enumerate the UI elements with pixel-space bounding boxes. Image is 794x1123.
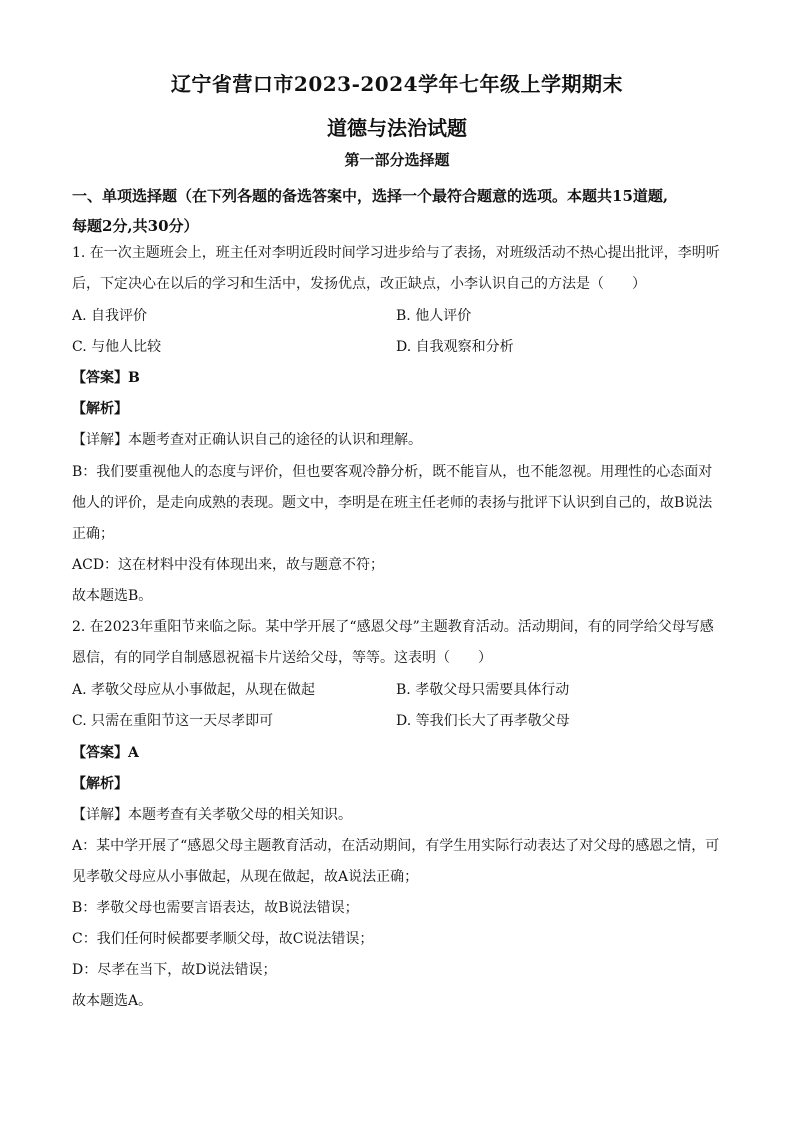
q2-explanation-a-line1: A：某中学开展了“感恩父母主题教育活动，在活动期间，有学生用实际行动表达了对父母的感恩之情，可 (72, 838, 720, 854)
q2-stem-line1: 2. 在2023年重阳节来临之际。某中学开展了“感恩父母”主题教育活动。活动期间，有的同学给父母写感 (72, 619, 714, 635)
q1-explanation-b-line1: B：我们要重视他人的态度与评价，但也要客观冷静分析，既不能盲从，也不能忽视。用理性的心态面对 (72, 464, 713, 480)
q1-analysis-label: 【解析】 (72, 401, 128, 417)
section-heading (72, 181, 722, 241)
section-heading-line2: 每题2分,共30分） (72, 217, 199, 235)
q1-option-b: B. 他人评价 (396, 308, 472, 324)
q1-stem-line2: 后，下定决心在以后的学习和生活中，发扬优点，改正缺点，小李认识自己的方法是（ ） (72, 276, 646, 292)
q1-detail: 【详解】本题考查对正确认识自己的途径的认识和理解。 (72, 432, 422, 448)
section-heading-line1: 一、单项选择题（在下列各题的备选答案中，选择一个最符合题意的选项。本题共15道题, (72, 187, 669, 205)
q1-explanation-b-line2: 他人的评价，是走向成熟的表现。题文中，李明是在班主任老师的表扬与批评下认识到自己的，故B说法 (72, 495, 713, 511)
q2-detail: 【详解】本题考查有关孝敬父母的相关知识。 (72, 807, 352, 823)
q2-answer: 【答案】A (72, 745, 139, 761)
q2-conclusion: 故本题选A。 (72, 993, 153, 1009)
q2-option-b: B. 孝敬父母只需要具体行动 (396, 682, 570, 698)
q1-stem-line1: 1. 在一次主题班会上，班主任对李明近段时间学习进步给与了表扬，对班级活动不热心提出批评，李明听 (72, 245, 720, 261)
q1-explanation-acd: ACD：这在材料中没有体现出来，故与题意不符； (72, 557, 385, 573)
q2-option-c: C. 只需在重阳节这一天尽孝即可 (72, 713, 274, 729)
q1-option-a: A. 自我评价 (72, 308, 148, 324)
exam-subject-title: 道德与法治试题 (327, 116, 467, 140)
q2-explanation-d: D：尽孝在当下，故D说法错误； (72, 962, 277, 978)
q1-conclusion: 故本题选B。 (72, 588, 153, 604)
q1-answer: 【答案】B (72, 370, 140, 386)
q2-analysis-label: 【解析】 (72, 776, 128, 792)
part-title: 第一部分选择题 (344, 151, 450, 169)
q2-explanation-b: B：孝敬父母也需要言语表达，故B说法错误； (72, 900, 359, 916)
q1-option-c: C. 与他人比较 (72, 339, 162, 355)
q2-option-a: A. 孝敬父母应从小事做起，从现在做起 (72, 682, 316, 698)
exam-title: 辽宁省营口市2023-2024学年七年级上学期期末 (170, 72, 624, 96)
q1-option-d: D. 自我观察和分析 (396, 339, 514, 355)
q1-explanation-b-line3: 正确； (72, 526, 114, 542)
q2-explanation-c: C：我们任何时候都要孝顺父母，故C说法错误； (72, 931, 374, 947)
q2-explanation-a-line2: 见孝敬父母应从小事做起，从现在做起，故A说法正确； (72, 869, 419, 885)
q2-option-d: D. 等我们长大了再孝敬父母 (396, 713, 570, 729)
q2-stem-line2: 恩信，有的同学自制感恩祝福卡片送给父母，等等。这表明（ ） (72, 650, 492, 666)
